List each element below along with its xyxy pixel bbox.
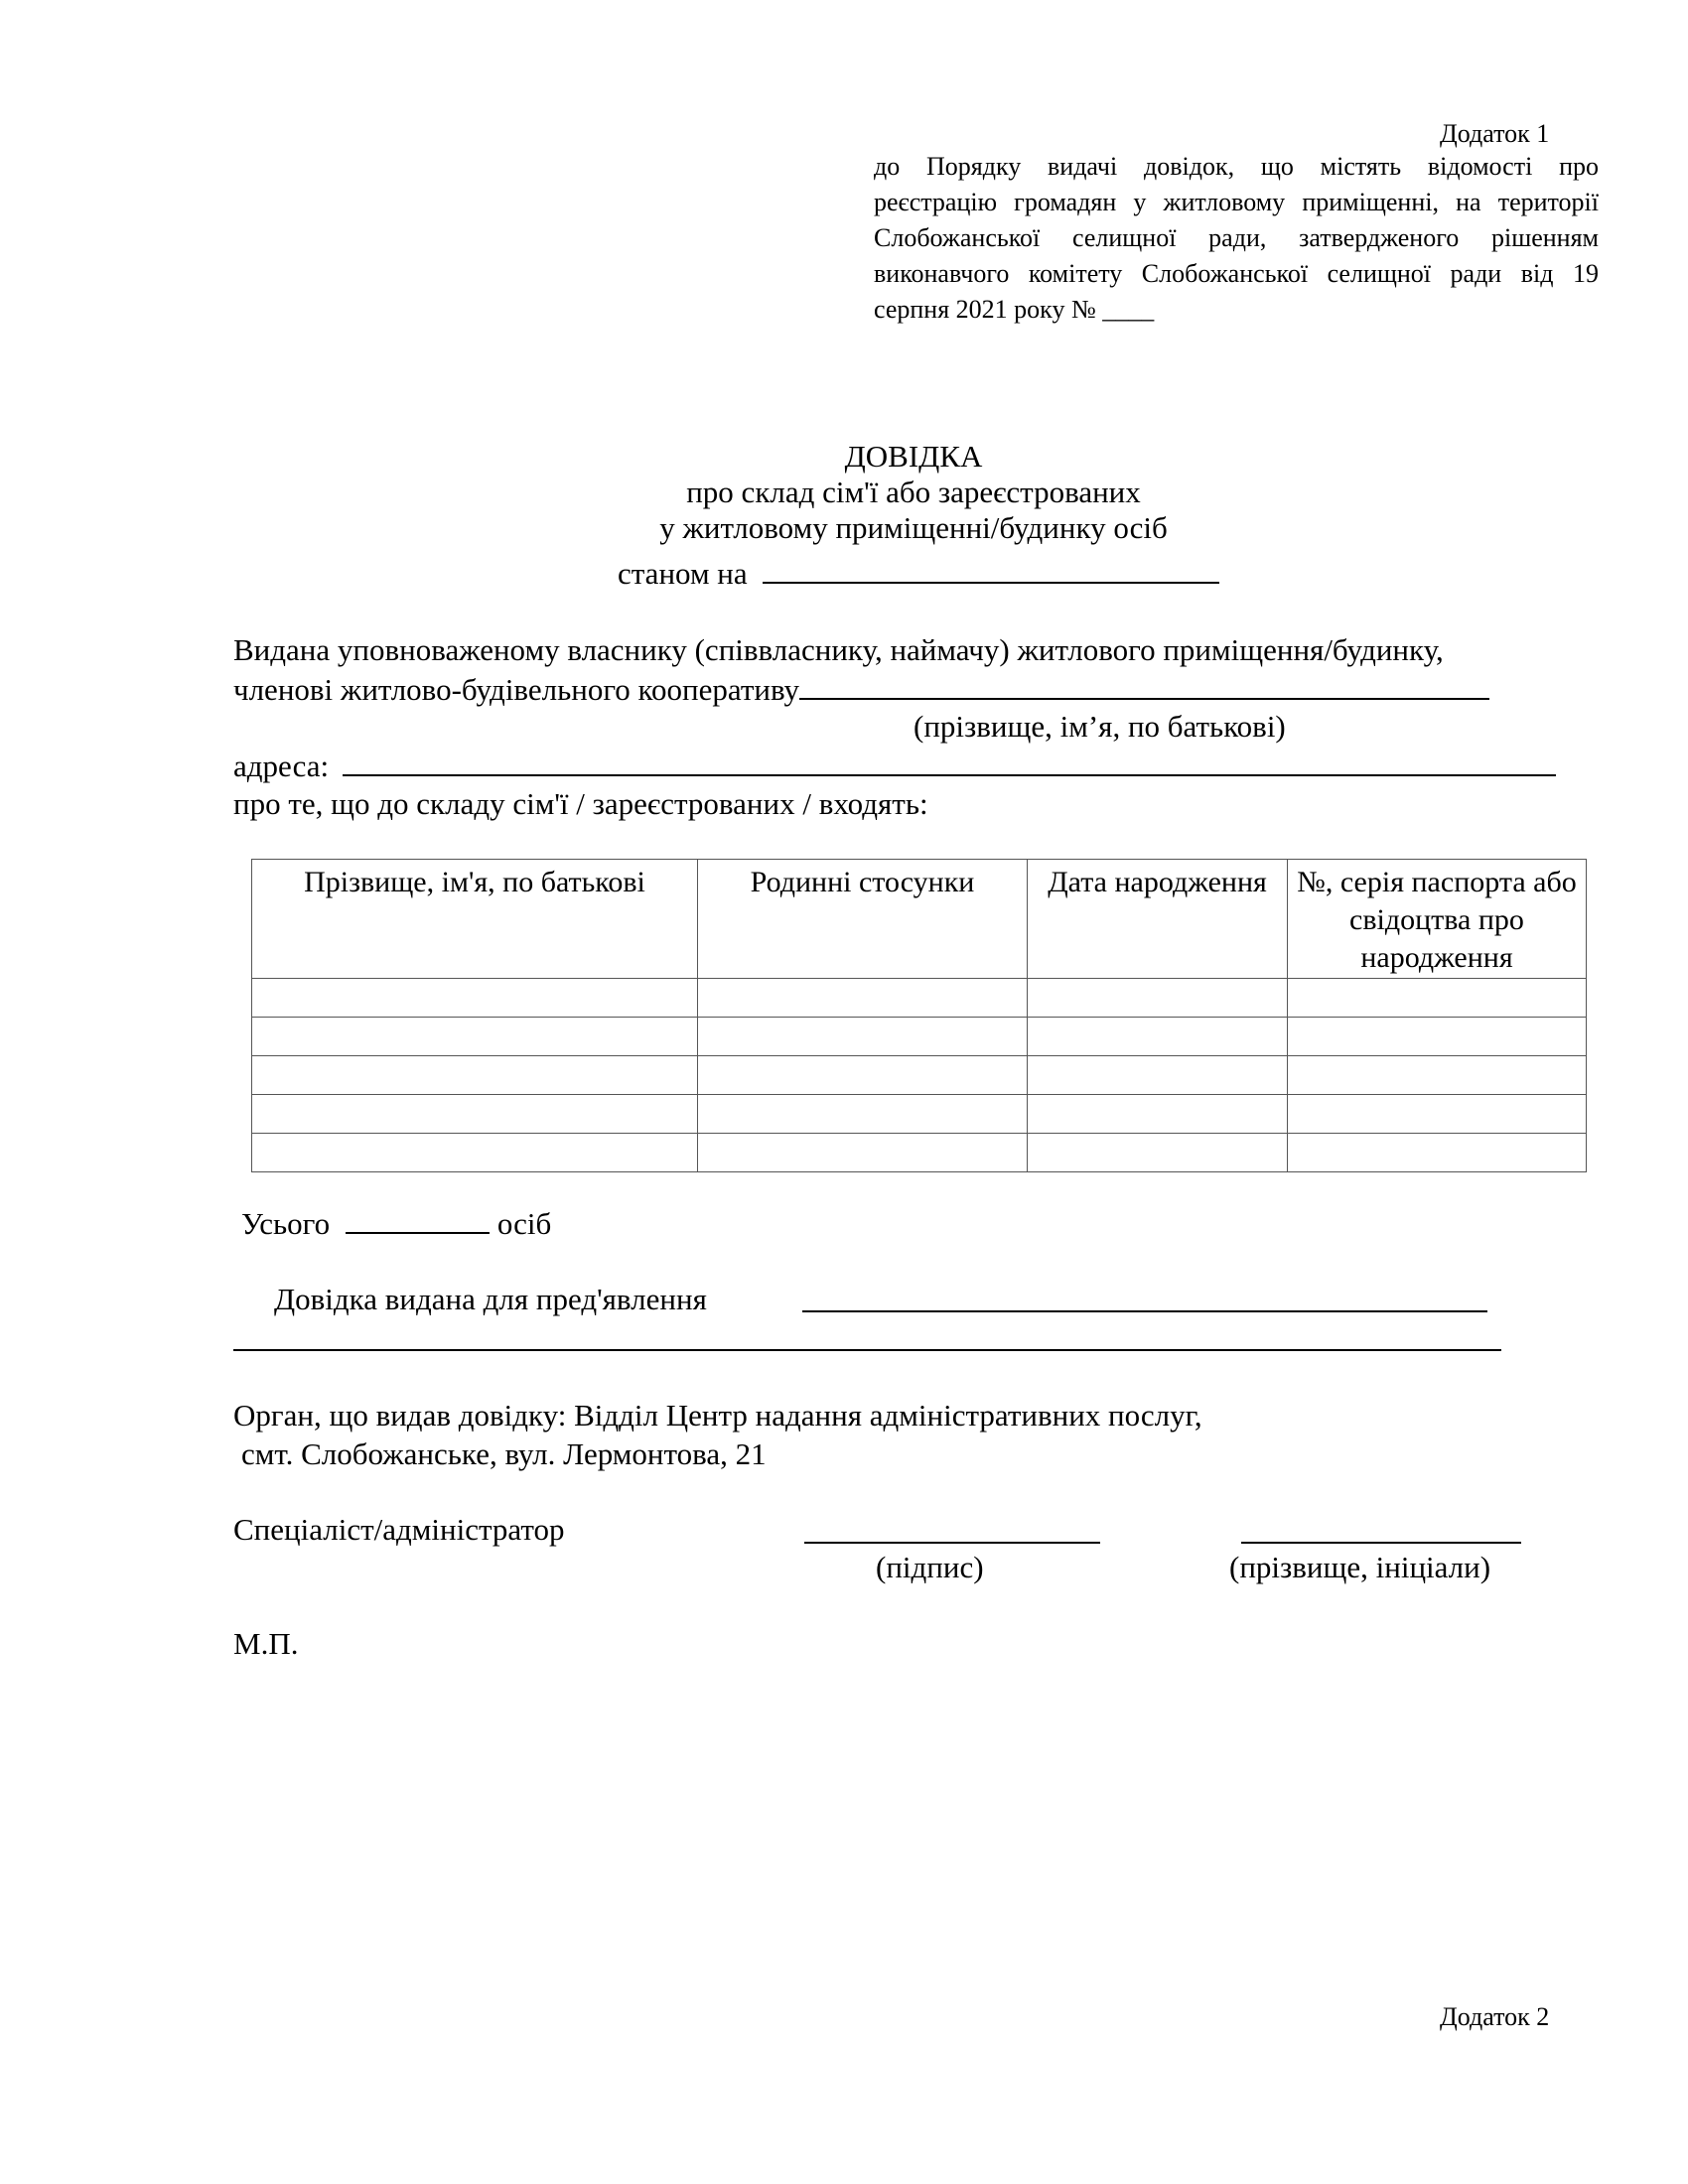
document-subtitle-line1: про склад сім'ї або зареєстрованих xyxy=(686,475,1141,509)
table-cell[interactable] xyxy=(698,1018,1028,1056)
table-cell[interactable] xyxy=(1288,1095,1587,1134)
signatory-name-field[interactable] xyxy=(1241,1542,1521,1544)
total-suffix: осіб xyxy=(496,1206,552,1241)
table-cell[interactable] xyxy=(698,1134,1028,1172)
address-field[interactable] xyxy=(343,747,1556,776)
purpose-label: Довідка видана для пред'явлення xyxy=(274,1282,707,1316)
annex-label: Додаток 1 xyxy=(1440,119,1550,148)
table-cell[interactable] xyxy=(252,1134,698,1172)
table-cell[interactable] xyxy=(1288,1056,1587,1095)
table-cell[interactable] xyxy=(1288,979,1587,1018)
table-row xyxy=(252,979,1587,1018)
column-header-document-number: №, серія паспорта або свідоцтва про народження xyxy=(1288,860,1587,979)
signatory-name-caption: (прізвище, ініціали) xyxy=(1229,1550,1491,1584)
composition-intro: про те, що до складу сім'ї / зареєстрованих / входять: xyxy=(233,786,928,821)
table-cell[interactable] xyxy=(1028,1056,1288,1095)
annex-line: реєстрацію громадян у житловому приміщенні, на території xyxy=(874,188,1599,216)
registered-persons-table xyxy=(251,859,1587,1172)
signature-caption: (підпис) xyxy=(876,1550,984,1584)
total-count-field[interactable] xyxy=(346,1204,490,1234)
document-title-block xyxy=(0,439,1688,546)
stamp-placeholder: М.П. xyxy=(233,1626,299,1661)
table-cell[interactable] xyxy=(1288,1134,1587,1172)
table-cell[interactable] xyxy=(1288,1018,1587,1056)
owner-name-field[interactable] xyxy=(799,670,1489,700)
document-title: ДОВІДКА xyxy=(844,439,983,474)
table-cell[interactable] xyxy=(252,1018,698,1056)
issued-to-line2-row xyxy=(233,670,1489,709)
annex-line: до Порядку видачі довідок, що містять відомості про xyxy=(874,152,1599,181)
table-cell[interactable] xyxy=(252,1095,698,1134)
annex-reference-text xyxy=(874,149,1599,328)
annex-line: виконавчого комітету Слобожанської селищної ради від 19 xyxy=(874,259,1599,288)
issued-to-line2: членові житлово-будівельного кооперативу xyxy=(233,672,800,707)
issued-to-line1: Видана уповноваженому власнику (співвласнику, наймачу) житлового приміщення/будинку, xyxy=(233,632,1444,667)
owner-name-caption: (прізвище, ім’я, по батькові) xyxy=(914,709,1286,744)
table-cell[interactable] xyxy=(1028,1095,1288,1134)
table-row xyxy=(252,1095,1587,1134)
signature-field[interactable] xyxy=(804,1542,1100,1544)
issuer-line1: Орган, що видав довідку: Відділ Центр надання адміністративних послуг, xyxy=(233,1398,1202,1433)
table-header-row xyxy=(252,860,1587,979)
document-subtitle-line2: у житловому приміщенні/будинку осіб xyxy=(659,510,1168,545)
table-row xyxy=(252,1056,1587,1095)
column-header-relationship: Родинні стосунки xyxy=(698,860,1028,979)
table-row xyxy=(252,1018,1587,1056)
table-cell[interactable] xyxy=(252,979,698,1018)
column-header-birth-date: Дата народження xyxy=(1028,860,1288,979)
table-cell[interactable] xyxy=(698,1095,1028,1134)
signature-role: Спеціаліст/адміністратор xyxy=(233,1512,565,1547)
column-header-full-name: Прізвище, ім'я, по батькові xyxy=(252,860,698,979)
table-cell[interactable] xyxy=(252,1056,698,1095)
issuer-line2: смт. Слобожанське, вул. Лермонтова, 21 xyxy=(241,1436,767,1471)
as-of-label: станом на xyxy=(618,556,748,591)
table-cell[interactable] xyxy=(698,979,1028,1018)
purpose-continuation-field[interactable] xyxy=(233,1349,1501,1351)
total-label: Усього xyxy=(241,1206,331,1241)
as-of-date-row xyxy=(618,554,1219,593)
purpose-field[interactable] xyxy=(802,1310,1487,1312)
table-cell[interactable] xyxy=(1028,979,1288,1018)
as-of-date-field[interactable] xyxy=(763,554,1219,584)
annex-line: Слобожанської селищної ради, затвердженого рішенням xyxy=(874,223,1599,252)
table-cell[interactable] xyxy=(698,1056,1028,1095)
table-cell[interactable] xyxy=(1028,1018,1288,1056)
annex-line: серпня 2021 року № ____ xyxy=(874,295,1155,324)
next-annex-label: Додаток 2 xyxy=(1440,2002,1550,2031)
address-row xyxy=(233,747,1556,785)
total-row xyxy=(241,1204,551,1243)
table-row xyxy=(252,1134,1587,1172)
address-label: адреса: xyxy=(233,749,330,783)
purpose-row xyxy=(274,1281,707,1318)
table-cell[interactable] xyxy=(1028,1134,1288,1172)
